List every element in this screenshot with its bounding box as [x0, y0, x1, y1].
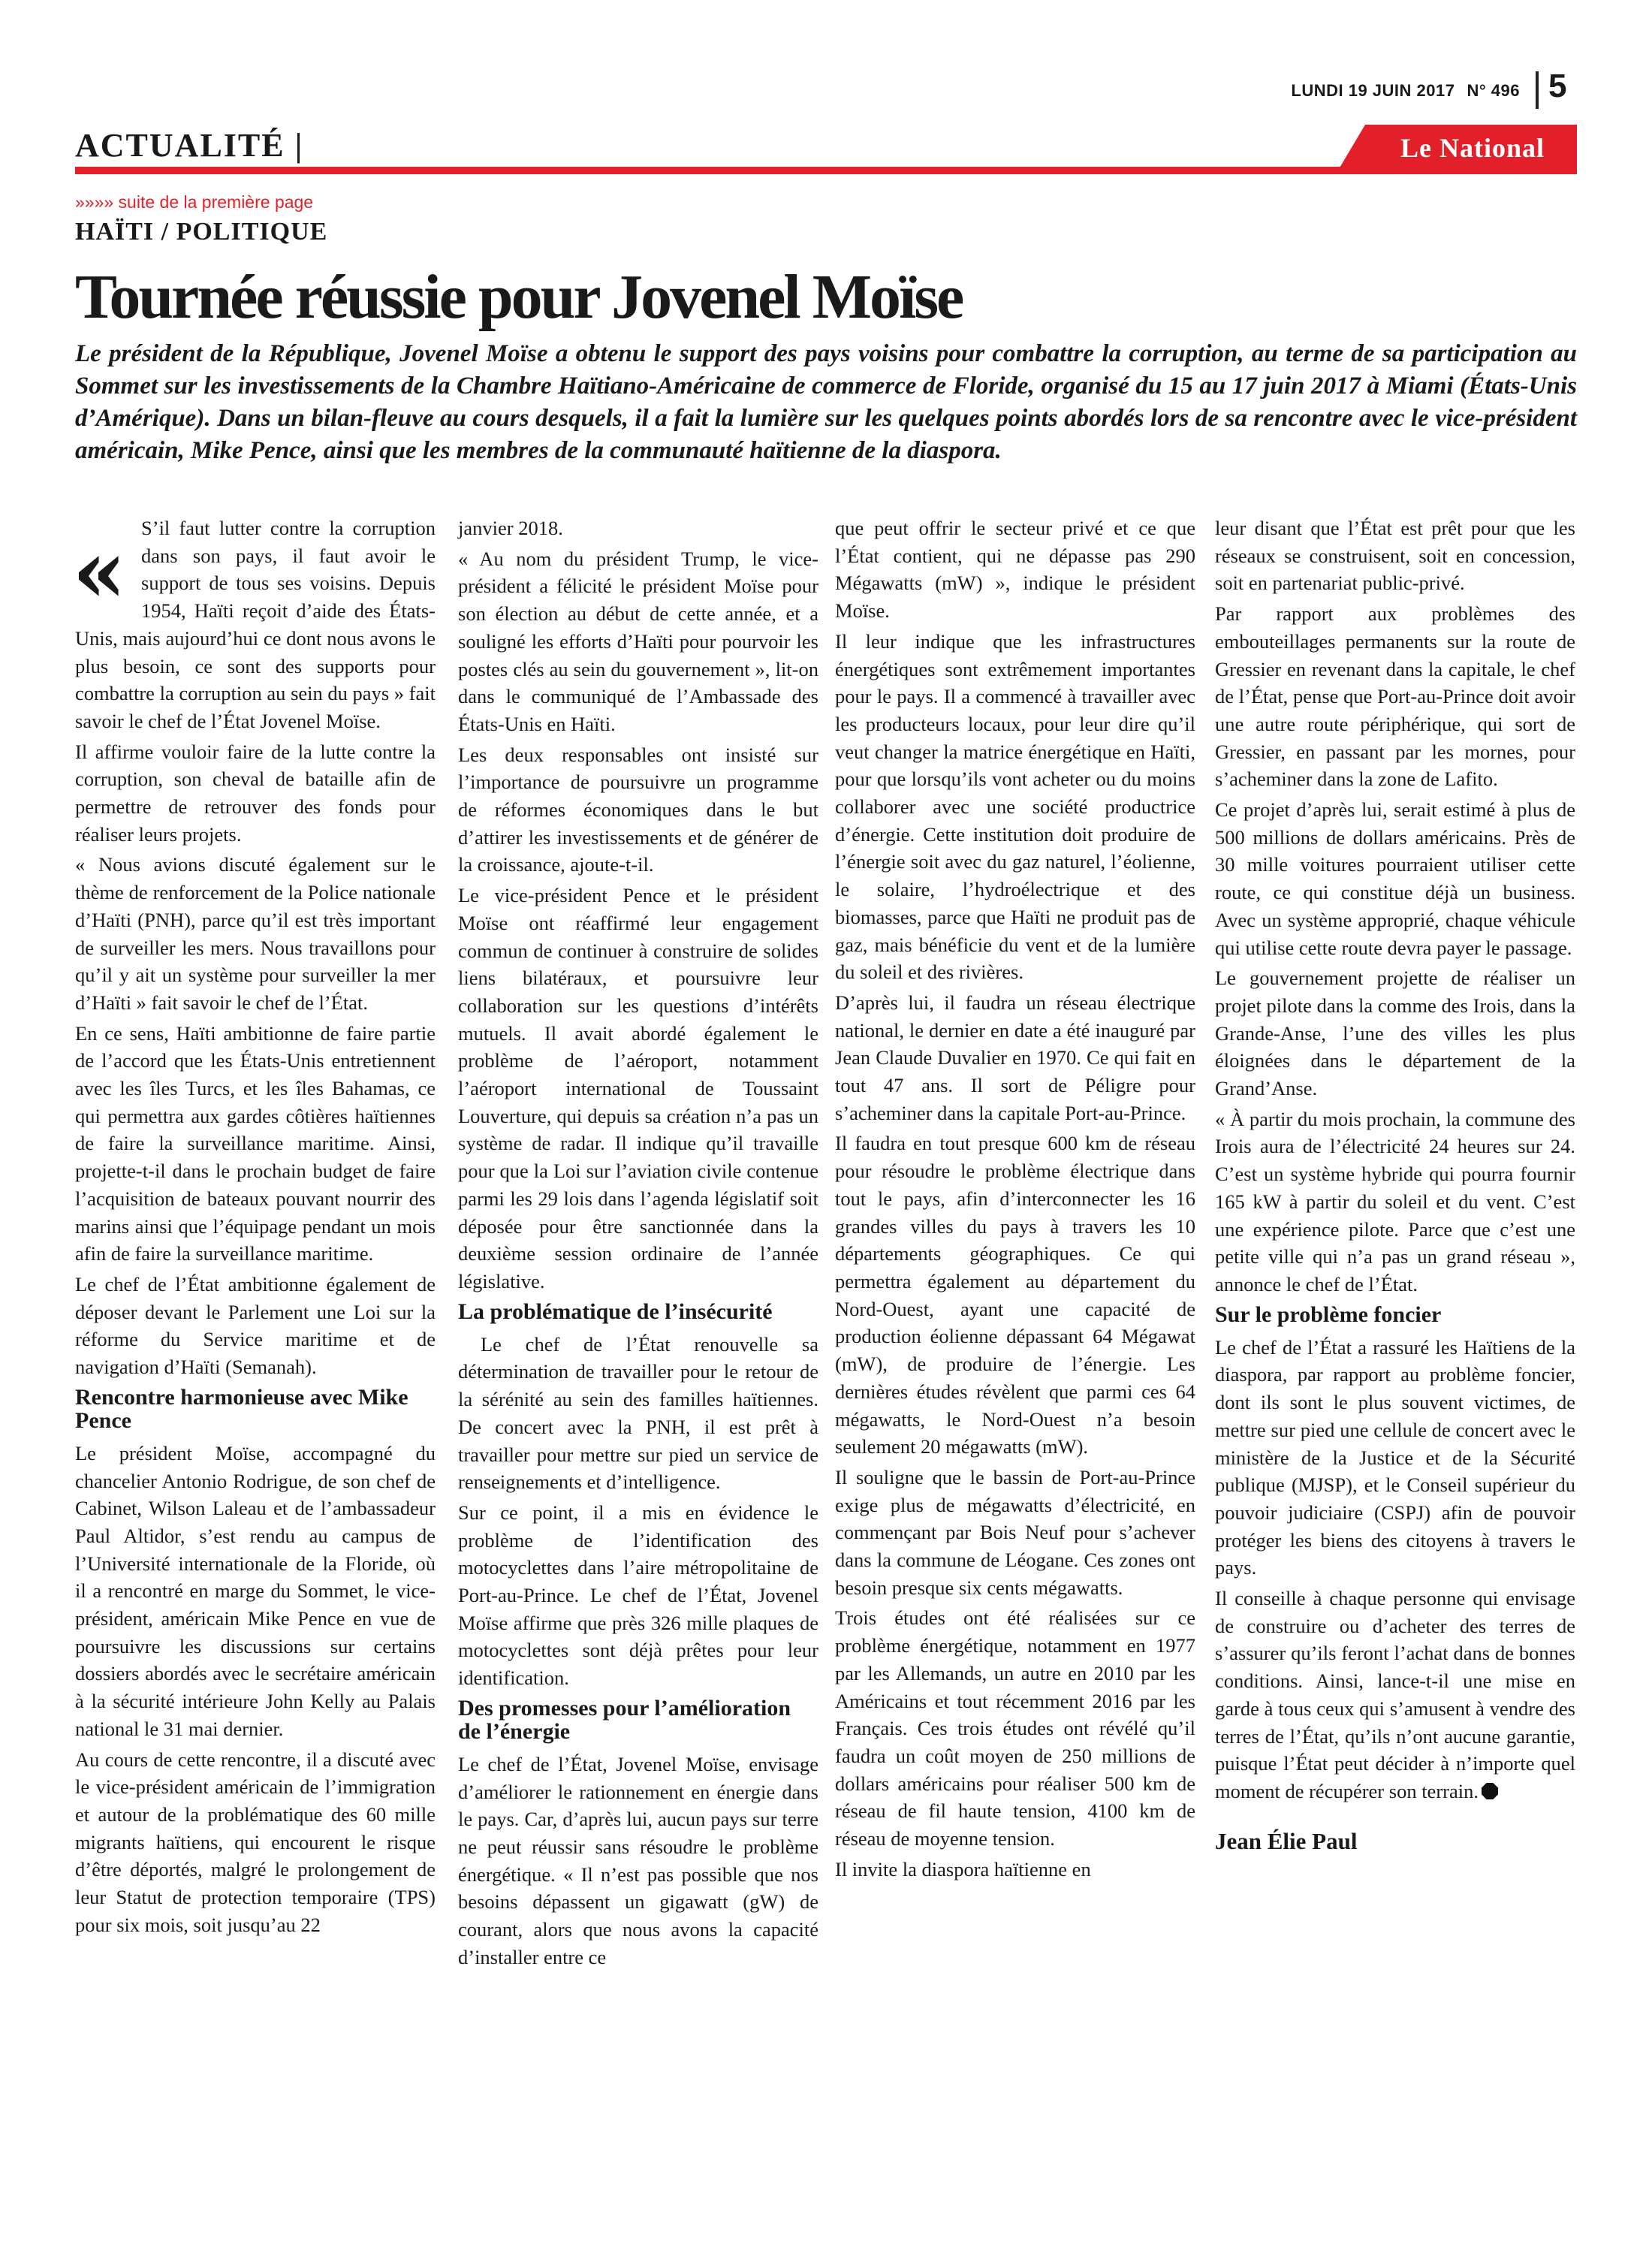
paragraph: « Au nom du président Trump, le vice-président a félicité le président Moïse pour son élection au début de cette année, et a souligné les efforts d’Haïti pour pourvoir les postes clés au sein du gouvernement », lit-on dans le communiqué de l’Ambassade des États-Unis en Haïti.	[458, 547, 818, 735]
page-number: 5	[1548, 68, 1567, 104]
paragraph: que peut offrir le secteur privé et ce que l’État contient, qui ne dépasse pas 290 Mégawatts (mW) », indique le président Moïse.	[835, 517, 1195, 623]
paragraph	[1215, 1585, 1575, 1805]
paragraph: Il leur indique que les infrastructures énergétiques sont extrêmement importantes pour le pays. Il a commencé à travailler avec les producteurs locaux, pour leur dire qu’il veut changer la matrice énergétique en Haïti, pour que lorsqu’ils vont acheter ou du moins collaborer avec une société productrice d’énergie. Cette institution doit produire de l’énergie soit avec du gaz naturel, l’éolienne, le solaire, l’hydroélectrique et des biomasses, parce que Haïti ne produit pas de gaz, mais bénéficie du vent et de la lumière du soleil et des rivières.	[835, 629, 1195, 984]
paragraph: Le vice-président Pence et le président Moïse ont réaffirmé leur engagement commun de continuer à construire de solides liens bilatéraux, et poursuivre leur collaboration sur les questions d’intérêts mutuels. Il avait abordé également le problème de l’aéroport, notamment l’aéroport international de Toussaint Louverture, qui depuis sa création n’a pas un système de radar. Il indique qu’il travaille pour que la Loi sur l’aviation civile contenue parmi les 29 lois dans l’agenda législatif soit déposée pour être sanctionnée dans la deuxième session ordinaire de l’année législative.	[458, 884, 818, 1292]
paragraph: Le chef de l’État ambitionne également de déposer devant le Parlement une Loi sur la réforme du Service maritime et de navigation d’Haïti (Semanah).	[75, 1272, 436, 1379]
paragraph: Le président Moïse, accompagné du chancelier Antonio Rodrigue, de son chef de Cabinet, Wilson Laleau et de l’ambassadeur Paul Altidor, s’est rendu au campus de l’Université internationale de la Floride, où il a rencontré en marge du Sommet, le vice-président, américain Mike Pence en vue de poursuivre les discussions sur certains dossiers abordés avec le secrétaire américain à la sécurité intérieure John Kelly au Palais national le 31 mai dernier.	[75, 1441, 436, 1740]
paragraph: Il souligne que le bassin de Port-au-Prince exige plus de mégawatts d’électricité, en commençant par Bois Neuf pour s’achever dans la commune de Léogane. Ces zones ont besoin presque six cents mégawatts.	[835, 1465, 1195, 1599]
paragraph: Il affirme vouloir faire de la lutte contre la corruption, son cheval de bataille afin de permettre de retrouver des fonds pour réaliser leurs projets.	[75, 740, 436, 846]
paragraph: « À partir du mois prochain, la commune des Irois aura de l’électricité 24 heures sur 24. C’est un système hybride qui pourra fournir 165 kW à partir du soleil et du vent. C’est une expérience pilote. Parce que c’est une petite ville qui n’a pas un grand réseau », annonce le chef de l’État.	[1215, 1107, 1575, 1295]
article-byline: Jean Élie Paul	[1215, 1827, 1358, 1854]
brand-name: Le National	[1400, 133, 1545, 163]
paragraph: Les deux responsables ont insisté sur l’importance de poursuivre un programme de réformes économiques dans le but d’attirer les investissements et de générer de la croissance, ajoute-t-il.	[458, 743, 818, 876]
subheading: Sur le problème foncier	[1215, 1301, 1442, 1327]
article-column-2	[458, 514, 818, 1974]
paragraph: leur disant que l’État est prêt pour que les réseaux se construisent, soit en concession, soit en partenariat public-privé.	[1215, 517, 1575, 595]
paragraph: Ce projet d’après lui, serait estimé à plus de 500 millions de dollars américains. Près de 30 mille voitures pourraient utiliser cette route, ce qui constitue déjà un business. Avec un système approprié, chaque véhicule qui utilise cette route devra payer le passage.	[1215, 798, 1575, 959]
end-mark-icon	[1482, 1783, 1498, 1799]
paragraph: Le gouvernement projette de réaliser un projet pilote dans la comme des Irois, dans la Grande-Anse, l’une des villes les plus éloignées dans le département de la Grand’Anse.	[1215, 967, 1575, 1100]
paragraph: Le chef de l’État, Jovenel Moïse, envisage d’améliorer le rationnement en énergie dans le pays. Car, d’après lui, aucun pays sur terre ne peut réussir sans résoudre le problème énergétique. « Il n’est pas possible que nos besoins dépassent un gigawatt (gW) de courant, alors que nous avons la capacité d’installer entre ce	[458, 1752, 818, 1968]
article-column-3	[835, 514, 1195, 1886]
quote-mark: «	[72, 520, 127, 623]
paragraph: En ce sens, Haïti ambitionne de faire partie de l’accord que les États-Unis entretiennent avec les îles Turcs, et les îles Bahamas, ce qui permettra aux gardes côtières haïtiennes de faire la surveillance maritime. Ainsi, projette-t-il dans le prochain budget de faire l’acquisition de bateaux pouvant nourrir des marins ainsi que l’équipage pendant un mois afin de faire la surveillance maritime.	[75, 1021, 436, 1265]
paragraph: janvier 2018.	[458, 517, 563, 539]
opening-quote-text: S’il faut lutter contre la corruption dans son pays, il faut avoir le support de tous ses voisins. Depuis 1954, Haïti reçoit d’aide des États-Unis, mais aujourd’hui ce dont nous avons le plus besoin, ce sont des supports pour combattre la corruption au sein du pays » fait savoir le chef de l’État Jovenel Moïse.	[75, 517, 436, 732]
paragraph: Au cours de cette rencontre, il a discuté avec le vice-président américain de l’immigration et autour de la problématique des 60 mille migrants haïtiens, qui encourent le risque d’être déportés, malgré le prolongement de leur Statut de protection temporaire (TPS) pour six mois, soit jusqu’au 22	[75, 1748, 436, 1936]
article-lede: Le président de la République, Jovenel Moïse a obtenu le support des pays voisins pour combattre la corruption, au terme de sa participation au Sommet sur les investissements de la Chambre Haïtiano-Américaine de commerce de Floride, organisé du 15 au 17 juin 2017 à Miami (États-Unis d’Amérique). Dans un bilan-fleuve au cours desquels, il a fait la lumière sur les quelques points abordés lors de sa rencontre avec le vice-président américain, Mike Pence, ainsi que les membres de la communauté haïtienne de la diaspora.	[75, 340, 1577, 464]
paragraph: Par rapport aux problèmes des embouteillages permanents sur la route de Gressier en revenant dans la capitale, le chef de l’État, pense que Port-au-Prince doit avoir une autre route périphérique, qui sort de Gressier, en passant par les mornes, pour s’acheminer dans la zone de Lafito.	[1215, 602, 1575, 791]
paragraph: Sur ce point, il a mis en évidence le problème de l’identification des motocyclettes dans l’aire métropolitaine de Port-au-Prince. Le chef de l’État, Jovenel Moïse affirme que près 326 mille plaques de motocyclettes sont déjà prêtes pour leur identification.	[458, 1500, 818, 1690]
article-column-1	[72, 514, 436, 1941]
paragraph: D’après lui, il faudra un réseau électrique national, le dernier en date a été inauguré par Jean Claude Duvalier en 1970. Ce qui fait en tout 47 ans. Il sort de Péligre pour s’acheminer dans la capitale Port-au-Prince.	[835, 991, 1195, 1124]
paragraph: Il invite la diaspora haïtienne en	[835, 1857, 1091, 1881]
article-column-4	[1215, 514, 1575, 1855]
article-kicker: HAÏTI / POLITIQUE	[75, 218, 328, 246]
closing-paragraph-text: Le chef de l’État a rassuré les Haïtiens de la diaspora, par rapport au problème foncier, dont ils sont le plus souvent victimes, de mettre sur pied une cellule de concert avec le ministère de la Justice et de la Sécurité publique (MJSP), et le Conseil supérieur du pouvoir judiciaire (CSPJ) afin de pouvoir protéger les biens des citoyens à travers le pays.	[1215, 1335, 1575, 1579]
paragraph: Trois études ont été réalisées sur ce problème énergétique, notamment en 1977 par les Allemands, un autre en 2010 par les Américains et tout récemment 2016 par les Français. Ces trois études ont révélé qu’il faudra un coût moyen de 250 millions de dollars américains pour réaliser 500 km de réseau de fil haute tension, 4100 km de réseau de moyenne tension.	[835, 1606, 1195, 1850]
date-text: LUNDI 19 JUIN 2017	[1291, 81, 1455, 100]
article-headline: Tournée réussie pour Jovenel Moïse	[75, 262, 963, 332]
paragraph	[72, 514, 436, 735]
subheading: La problématique de l’insécurité	[458, 1298, 773, 1324]
header-divider	[1536, 71, 1539, 109]
section-label: ACTUALITÉ |	[75, 127, 304, 164]
paragraph: « Nous avions discuté également sur le thème de renforcement de la Police nationale d’Haïti (PNH), parce qu’il est très important de surveiller les mers. Nous travaillons pour qu’il y ait un système pour surveiller la mer d’Haïti » fait savoir le chef de l’État.	[75, 853, 436, 1014]
paragraph	[1215, 1334, 1575, 1582]
continued-note: »»»» suite de la première page	[75, 192, 314, 212]
paragraph: Il faudra en tout presque 600 km de réseau pour résoudre le problème électrique dans tout le pays, afin d’interconnecter les 16 grandes villes du pays à travers les 10 départements géographiques. Ce qui permettra également au département du Nord-Ouest, ayant une capacité de production éolienne dépassant 64 Mégawat (mW), de produire de l’énergie. Les dernières études révèlent que parmi ces 64 mégawatts, le Nord-Ouest n’a besoin seulement 20 mégawatts (mW).	[835, 1132, 1195, 1458]
issue-number: N° 496	[1467, 81, 1520, 100]
subheading: Des promesses pour l’amélioration de l’énergie	[458, 1695, 791, 1744]
paragraph: Le chef de l’État renouvelle sa détermination de travailler pour le retour de la sérénité au sein des familles haïtiennes. De concert avec la PNH, il est prêt à travailler pour mettre sur pied un service de renseignements et d’intelligence.	[458, 1332, 818, 1494]
subheading: Rencontre harmonieuse avec Mike Pence	[75, 1384, 408, 1433]
closing-paragraph-text: Il conseille à chaque personne qui envisage de construire ou d’acheter des terres de s’assurer qu’ils feront l’achat dans de bonnes conditions. Ainsi, lance-t-il une mise en garde à tous ceux qui s’amusent à vendre des terres de l’État, qu’ils n’ont aucune garantie, puisque l’État peut décider à n’importe quel moment de récupérer son terrain.	[1215, 1587, 1575, 1802]
issue-date	[1279, 81, 1520, 101]
